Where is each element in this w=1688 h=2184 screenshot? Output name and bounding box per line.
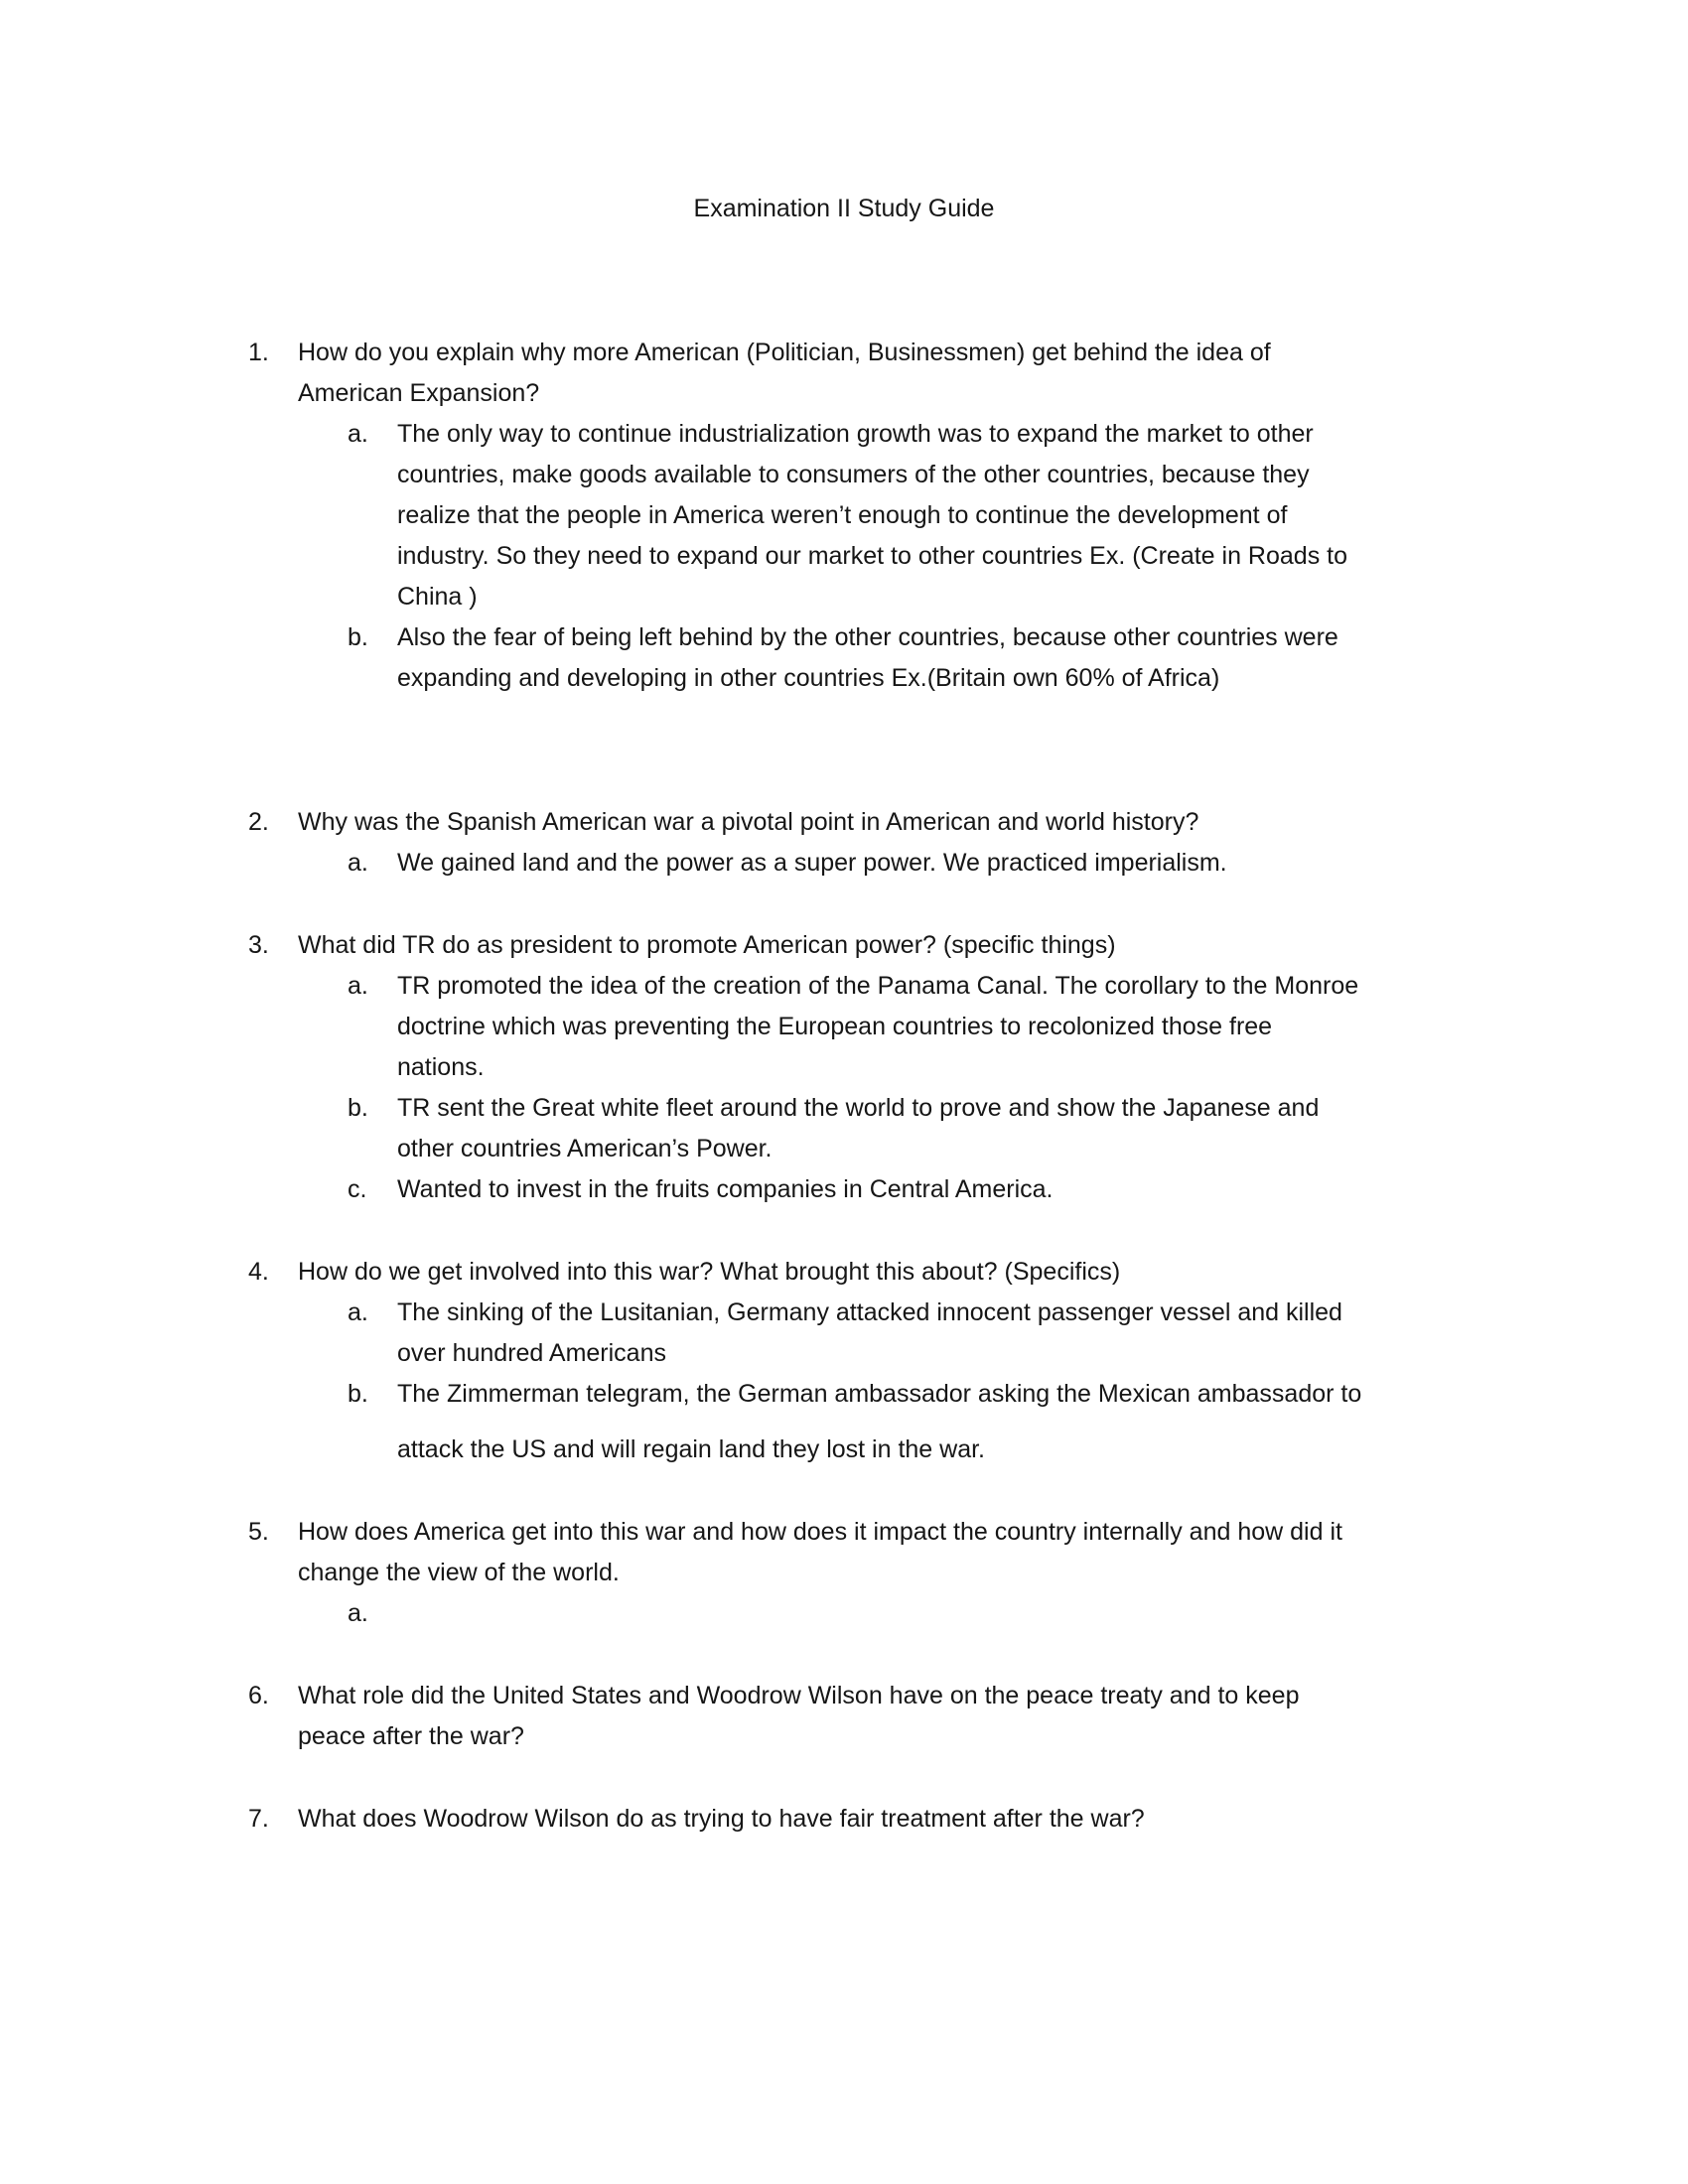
- sub-line: The Zimmerman telegram, the German ambassador asking the Mexican ambassador to: [397, 1380, 1362, 1408]
- sub-line: doctrine which was preventing the European countries to recolonized those free: [397, 1013, 1273, 1040]
- question-line: Why was the Spanish American war a pivotal point in American and world history?: [298, 808, 1199, 836]
- sub-text: [397, 1293, 1342, 1374]
- sub-line: Wanted to invest in the fruits companies in Central America.: [397, 1175, 1054, 1203]
- sub-text: [397, 1088, 1319, 1169]
- sub-line: industry. So they need to expand our market to other countries Ex. (Create in Roads to: [397, 542, 1347, 570]
- question-item-2: [248, 802, 1519, 884]
- question-item-6: [248, 1676, 1519, 1757]
- sub-line: attack the US and will regain land they lost in the war.: [397, 1435, 985, 1463]
- sub-text: [397, 414, 1347, 617]
- question-line: What did TR do as president to promote American power? (specific things): [298, 931, 1116, 959]
- question-line: change the view of the world.: [298, 1559, 620, 1586]
- sub-line: We gained land and the power as a super power. We practiced imperialism.: [397, 849, 1227, 877]
- sub-letter: a.: [348, 1599, 368, 1627]
- sub-line: TR sent the Great white fleet around the world to prove and show the Japanese and: [397, 1094, 1320, 1122]
- question-text: [298, 1799, 1145, 1840]
- sub-text: [397, 966, 1358, 1088]
- question-number: 6.: [248, 1682, 269, 1709]
- sub-item: [348, 966, 1519, 1088]
- sub-letter: b.: [348, 1380, 368, 1408]
- sub-line: realize that the people in America weren’t enough to continue the development of: [397, 501, 1288, 529]
- sub-line: over hundred Americans: [397, 1339, 666, 1367]
- sub-item: [348, 1293, 1519, 1374]
- question-row: [248, 802, 1519, 843]
- question-text: [298, 802, 1198, 843]
- sub-line: expanding and developing in other countries Ex.(Britain own 60% of Africa): [397, 664, 1220, 692]
- sub-item: [348, 843, 1519, 884]
- sub-item: [348, 414, 1519, 617]
- sub-item: [348, 1374, 1519, 1470]
- question-line: How do we get involved into this war? What brought this about? (Specifics): [298, 1258, 1121, 1286]
- sub-letter: a.: [348, 420, 368, 448]
- question-line: What role did the United States and Woodrow Wilson have on the peace treaty and to keep: [298, 1682, 1300, 1709]
- doc-title: Examination II Study Guide: [693, 195, 995, 222]
- sub-line: other countries American’s Power.: [397, 1135, 773, 1162]
- question-number: 1.: [248, 339, 269, 366]
- question-row: [248, 1512, 1519, 1593]
- question-text: [298, 1512, 1342, 1593]
- sub-letter: b.: [348, 1094, 368, 1122]
- question-number: 5.: [248, 1518, 269, 1546]
- sub-line: TR promoted the idea of the creation of the Panama Canal. The corollary to the Monroe: [397, 972, 1359, 1000]
- question-text: [298, 333, 1271, 414]
- sub-line: China ): [397, 583, 478, 611]
- sub-item: [348, 1169, 1519, 1210]
- question-line: What does Woodrow Wilson do as trying to have fair treatment after the war?: [298, 1805, 1145, 1833]
- question-line: How do you explain why more American (Politician, Businessmen) get behind the idea of: [298, 339, 1271, 366]
- question-text: [298, 1252, 1120, 1293]
- question-row: [248, 1799, 1519, 1840]
- question-item-4: [248, 1252, 1519, 1470]
- sub-letter: a.: [348, 849, 368, 877]
- sub-letter: a.: [348, 1298, 368, 1326]
- sub-line: nations.: [397, 1053, 485, 1081]
- sub-line: The only way to continue industrialization growth was to expand the market to other: [397, 420, 1314, 448]
- sub-letter: a.: [348, 972, 368, 1000]
- question-number: 7.: [248, 1805, 269, 1833]
- question-text: [298, 925, 1116, 966]
- sub-text: [397, 617, 1338, 699]
- sub-item: [348, 1088, 1519, 1169]
- question-row: [248, 1252, 1519, 1293]
- sub-line: The sinking of the Lusitanian, Germany attacked innocent passenger vessel and killed: [397, 1298, 1342, 1326]
- question-item-5: [248, 1512, 1519, 1634]
- sub-text: [397, 843, 1227, 884]
- sub-text: [397, 1374, 1361, 1470]
- question-line: American Expansion?: [298, 379, 540, 407]
- sub-item: [348, 1593, 1519, 1634]
- question-number: 4.: [248, 1258, 269, 1286]
- sub-line: countries, make goods available to consumers of the other countries, because they: [397, 461, 1310, 488]
- sub-item: [348, 617, 1519, 699]
- question-item-1: [248, 333, 1519, 699]
- question-line: peace after the war?: [298, 1722, 524, 1750]
- question-row: [248, 333, 1519, 414]
- sub-letter: c.: [348, 1175, 367, 1203]
- question-number: 3.: [248, 931, 269, 959]
- sub-letter: b.: [348, 623, 368, 651]
- question-number: 2.: [248, 808, 269, 836]
- question-text: [298, 1676, 1299, 1757]
- sub-text: [397, 1169, 1054, 1210]
- question-item-3: [248, 925, 1519, 1210]
- question-item-7: [248, 1799, 1519, 1840]
- question-row: [248, 925, 1519, 966]
- sub-line: Also the fear of being left behind by the other countries, because other countries were: [397, 623, 1338, 651]
- question-row: [248, 1676, 1519, 1757]
- question-line: How does America get into this war and how does it impact the country internally and how did it: [298, 1518, 1342, 1546]
